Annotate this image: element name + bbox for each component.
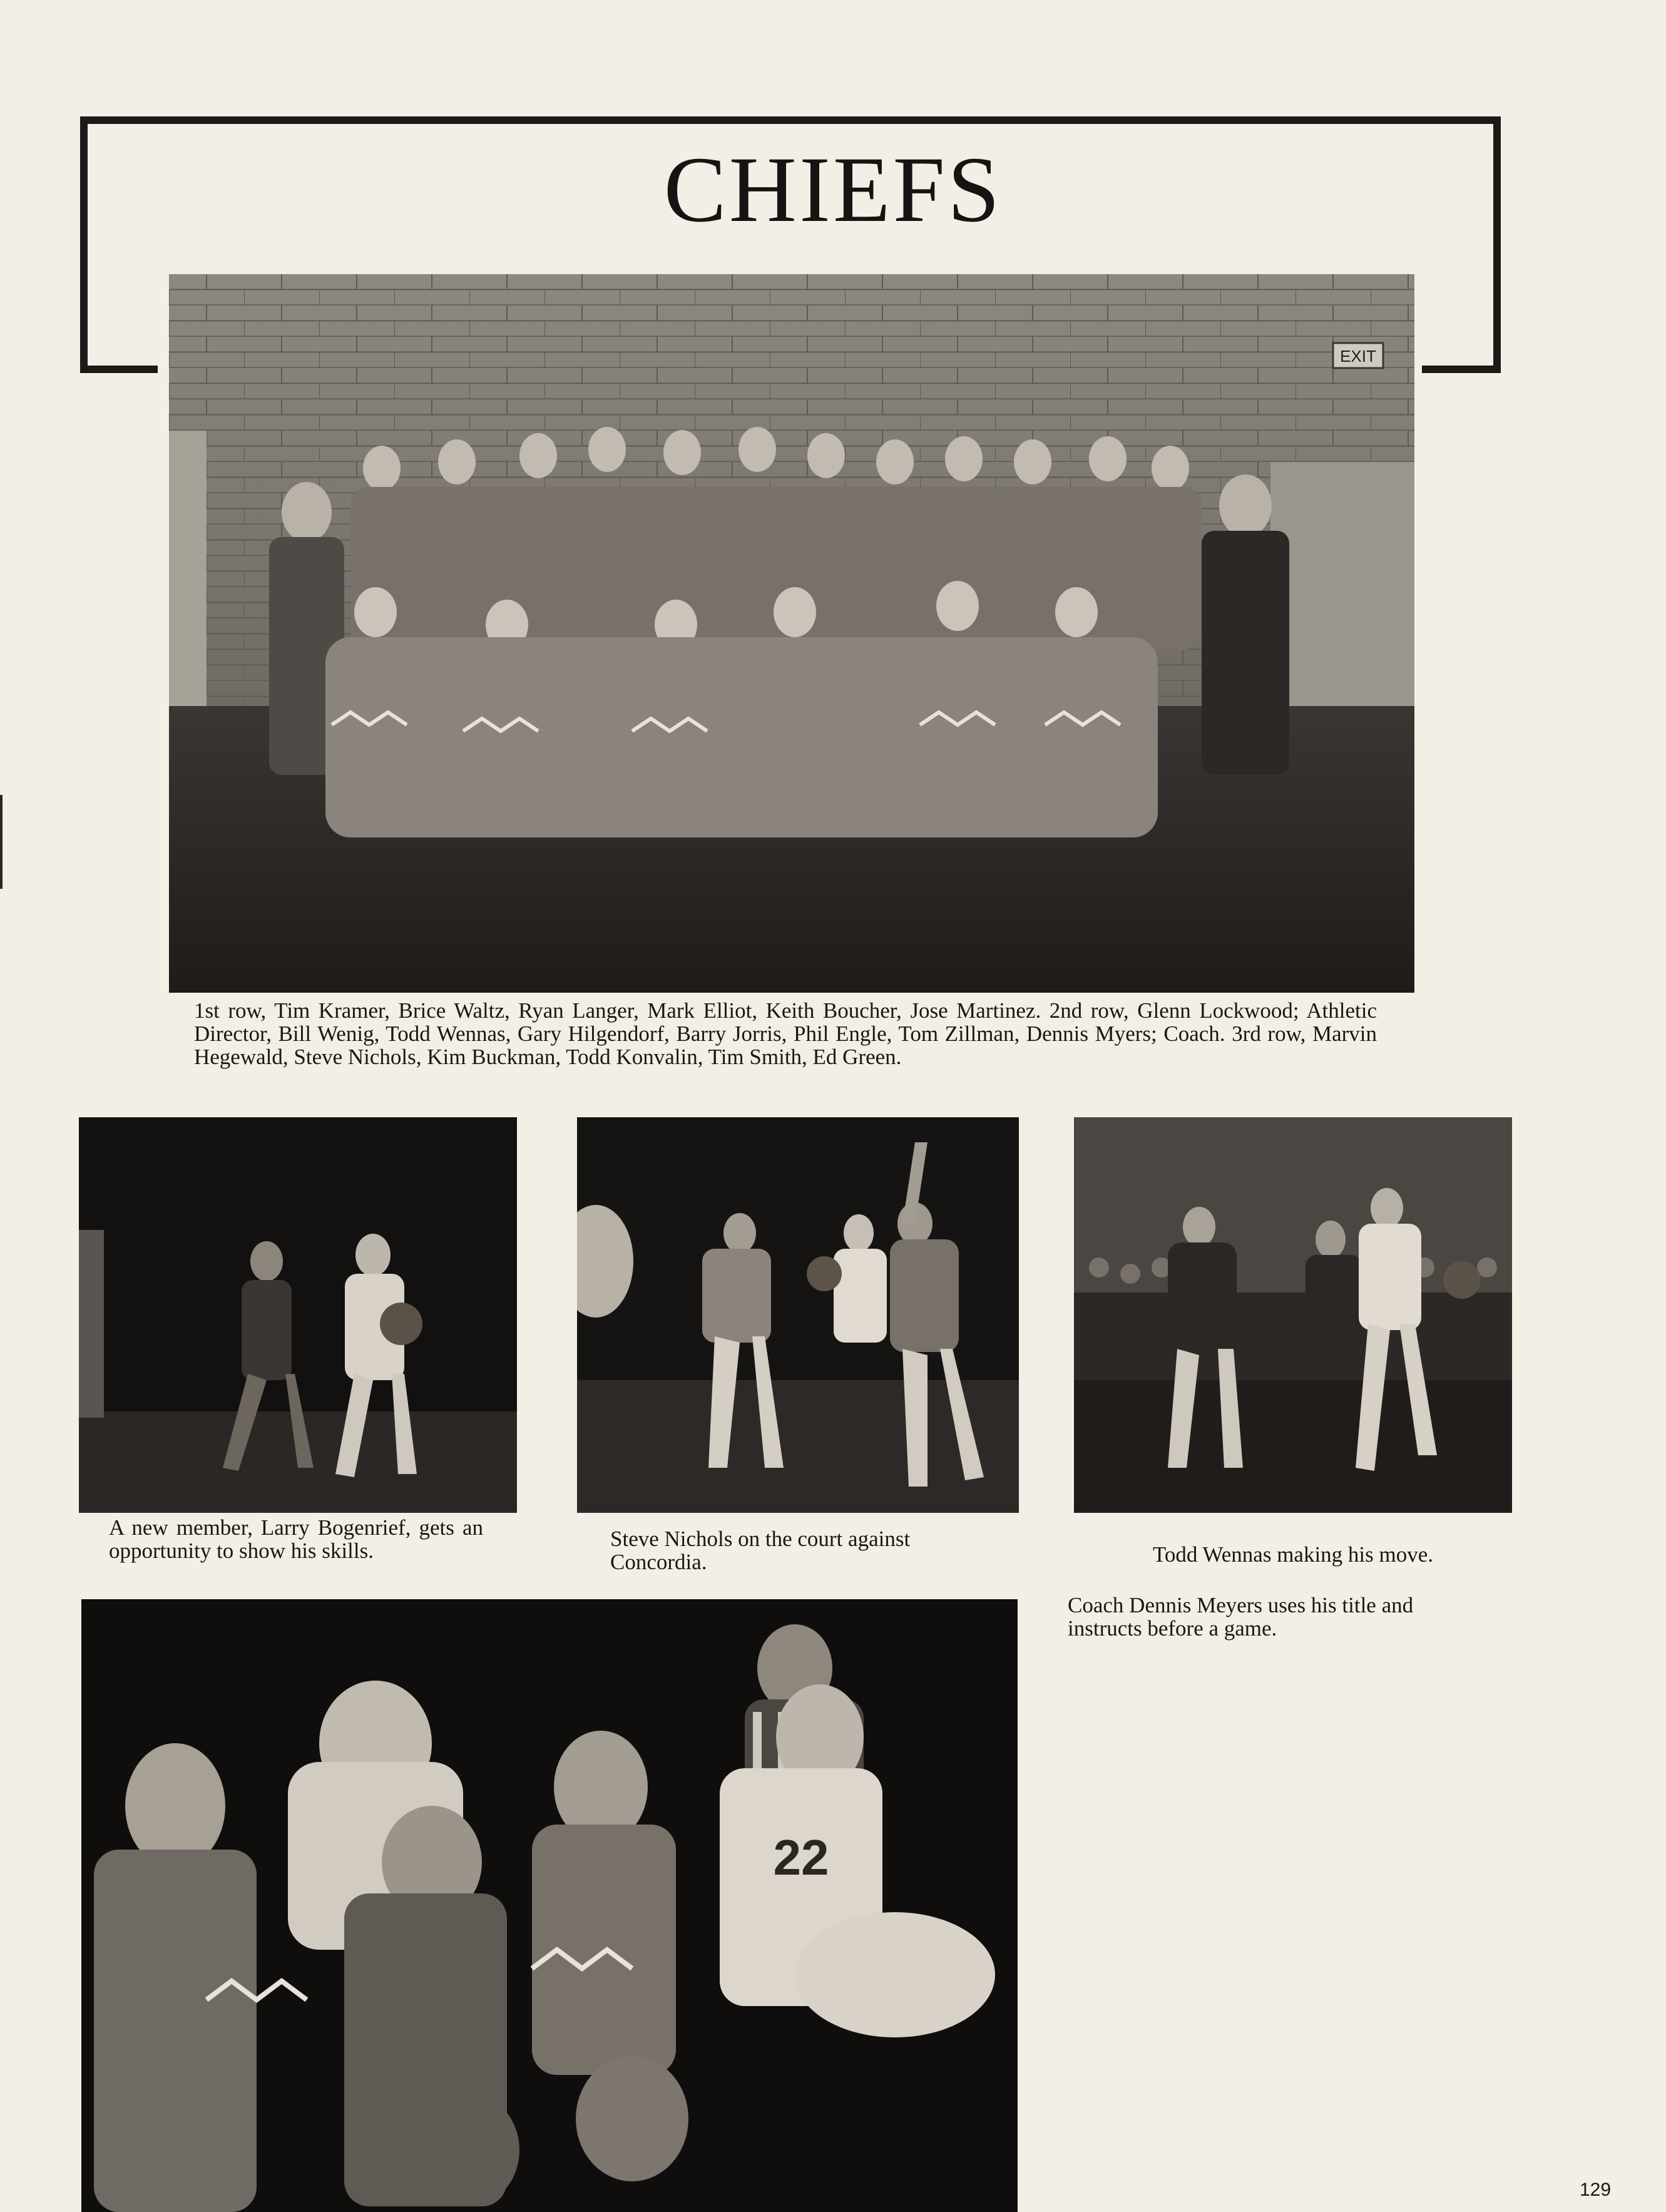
team-photo xyxy=(169,274,1414,993)
title-frame-foot-right xyxy=(1422,366,1501,373)
coach-huddle-photo xyxy=(81,1599,1018,2212)
title-frame-top xyxy=(80,116,1501,124)
page-number: 129 xyxy=(1580,2179,1612,2200)
page-edge-mark xyxy=(0,795,3,889)
svg-text:22: 22 xyxy=(773,1830,829,1885)
coach-dennis-meyers-caption: Coach Dennis Meyers uses his title and instructs before a game. xyxy=(1068,1593,1414,1641)
larry-bogenrief-caption: A new member, Larry Bogenrief, gets an opportunity to show his skills. xyxy=(109,1515,483,1563)
todd-wennas-photo xyxy=(1074,1117,1512,1513)
larry-bogenrief-photo xyxy=(79,1117,517,1513)
svg-text:EXIT: EXIT xyxy=(1340,347,1376,366)
steve-nichols-photo xyxy=(577,1117,1019,1513)
todd-wennas-caption: Todd Wennas making his move. xyxy=(1152,1542,1434,1567)
team-photo-caption: 1st row, Tim Kramer, Brice Waltz, Ryan Langer, Mark Elliot, Keith Boucher, Jose Martinez. 2nd row, Glenn Lockwood; Athletic Director, Bill Wenig, Todd Wennas, Gary Hilgendorf, Barry Jorris, Phil Engle, Tom Zillman, Dennis Myers; Coach. 3rd row, Marvin Hegewald, Steve Nichols, Kim Buckman, Todd Konvalin, Tim Smith, Ed Green. xyxy=(194,998,1377,1069)
steve-nichols-caption: Steve Nichols on the court against Concordia. xyxy=(610,1527,911,1574)
title-frame-foot-left xyxy=(80,366,158,373)
page-title: CHIEFS xyxy=(663,138,1003,242)
